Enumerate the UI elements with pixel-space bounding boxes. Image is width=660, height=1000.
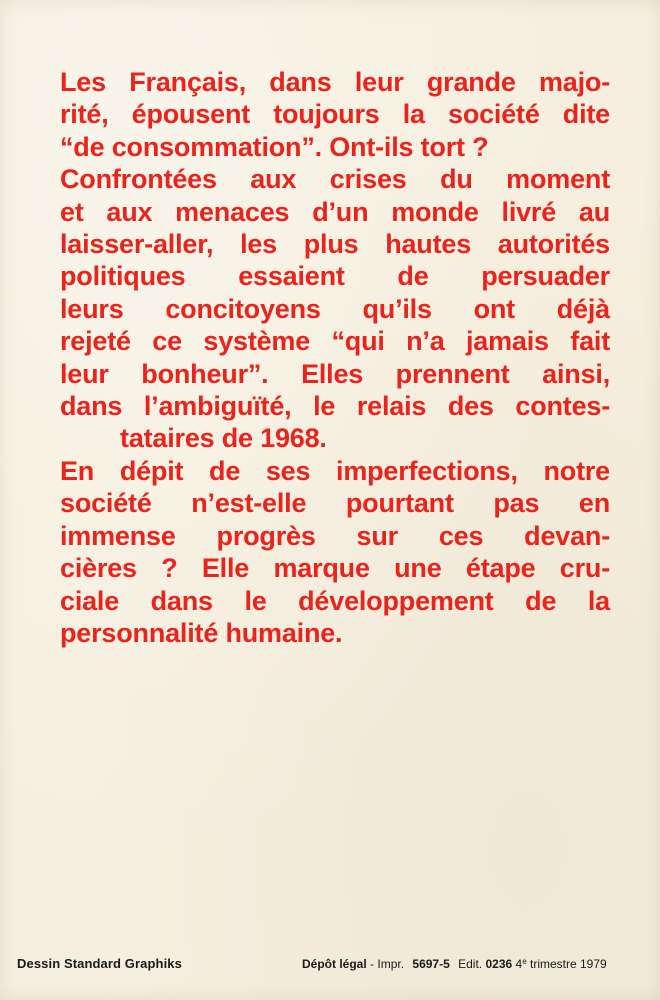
blurb-line: leur bonheur”. Elles prennent ainsi,	[60, 358, 610, 389]
blurb-line: cières ? Elle marque une étape cru-	[60, 553, 610, 584]
blurb-line: dans l’ambiguïté, le relais des contes-	[60, 391, 610, 422]
quarter-text: trimestre 1979	[530, 957, 607, 971]
blurb-line: personnalité humaine.	[60, 617, 343, 648]
blurb-line: Confrontées aux crises du moment	[60, 164, 610, 195]
blurb-line: immense progrès sur ces devan-	[60, 520, 610, 551]
blurb-line: “de consommation”. Ont-ils tort ?	[60, 131, 489, 162]
blurb-line: et aux menaces d’un monde livré au	[60, 196, 610, 227]
edit-label: Edit.	[458, 957, 483, 971]
blurb-line: laisser-aller, les plus hautes autorités	[60, 229, 610, 260]
blurb-line: tataires de 1968.	[120, 423, 327, 454]
edit-number: 0236	[485, 957, 513, 971]
quarter-number: 4	[515, 957, 523, 971]
impr-label: - Impr.	[370, 957, 405, 971]
blurb-line: rité, épousent toujours la société dite	[60, 99, 610, 130]
legal-deposit-line	[302, 957, 607, 971]
blurb-line: rejeté ce système “qui n’a jamais fait	[60, 326, 610, 357]
blurb-line: En dépit de ses imperfections, notre	[60, 455, 610, 486]
back-cover-blurb	[60, 66, 610, 649]
impr-number: 5697-5	[412, 957, 450, 971]
blurb-line: politiques essaient de persuader	[60, 261, 610, 292]
quarter-suffix: e	[522, 957, 527, 966]
designer-credit: Dessin Standard Graphiks	[17, 956, 182, 971]
blurb-line: leurs concitoyens qu’ils ont déjà	[60, 293, 610, 324]
blurb-line: société n’est-elle pourtant pas en	[60, 488, 610, 519]
blurb-line: Les Français, dans leur grande majo-	[60, 67, 610, 97]
blurb-line: ciale dans le développement de la	[60, 585, 610, 616]
depot-label: Dépôt légal	[302, 957, 367, 971]
